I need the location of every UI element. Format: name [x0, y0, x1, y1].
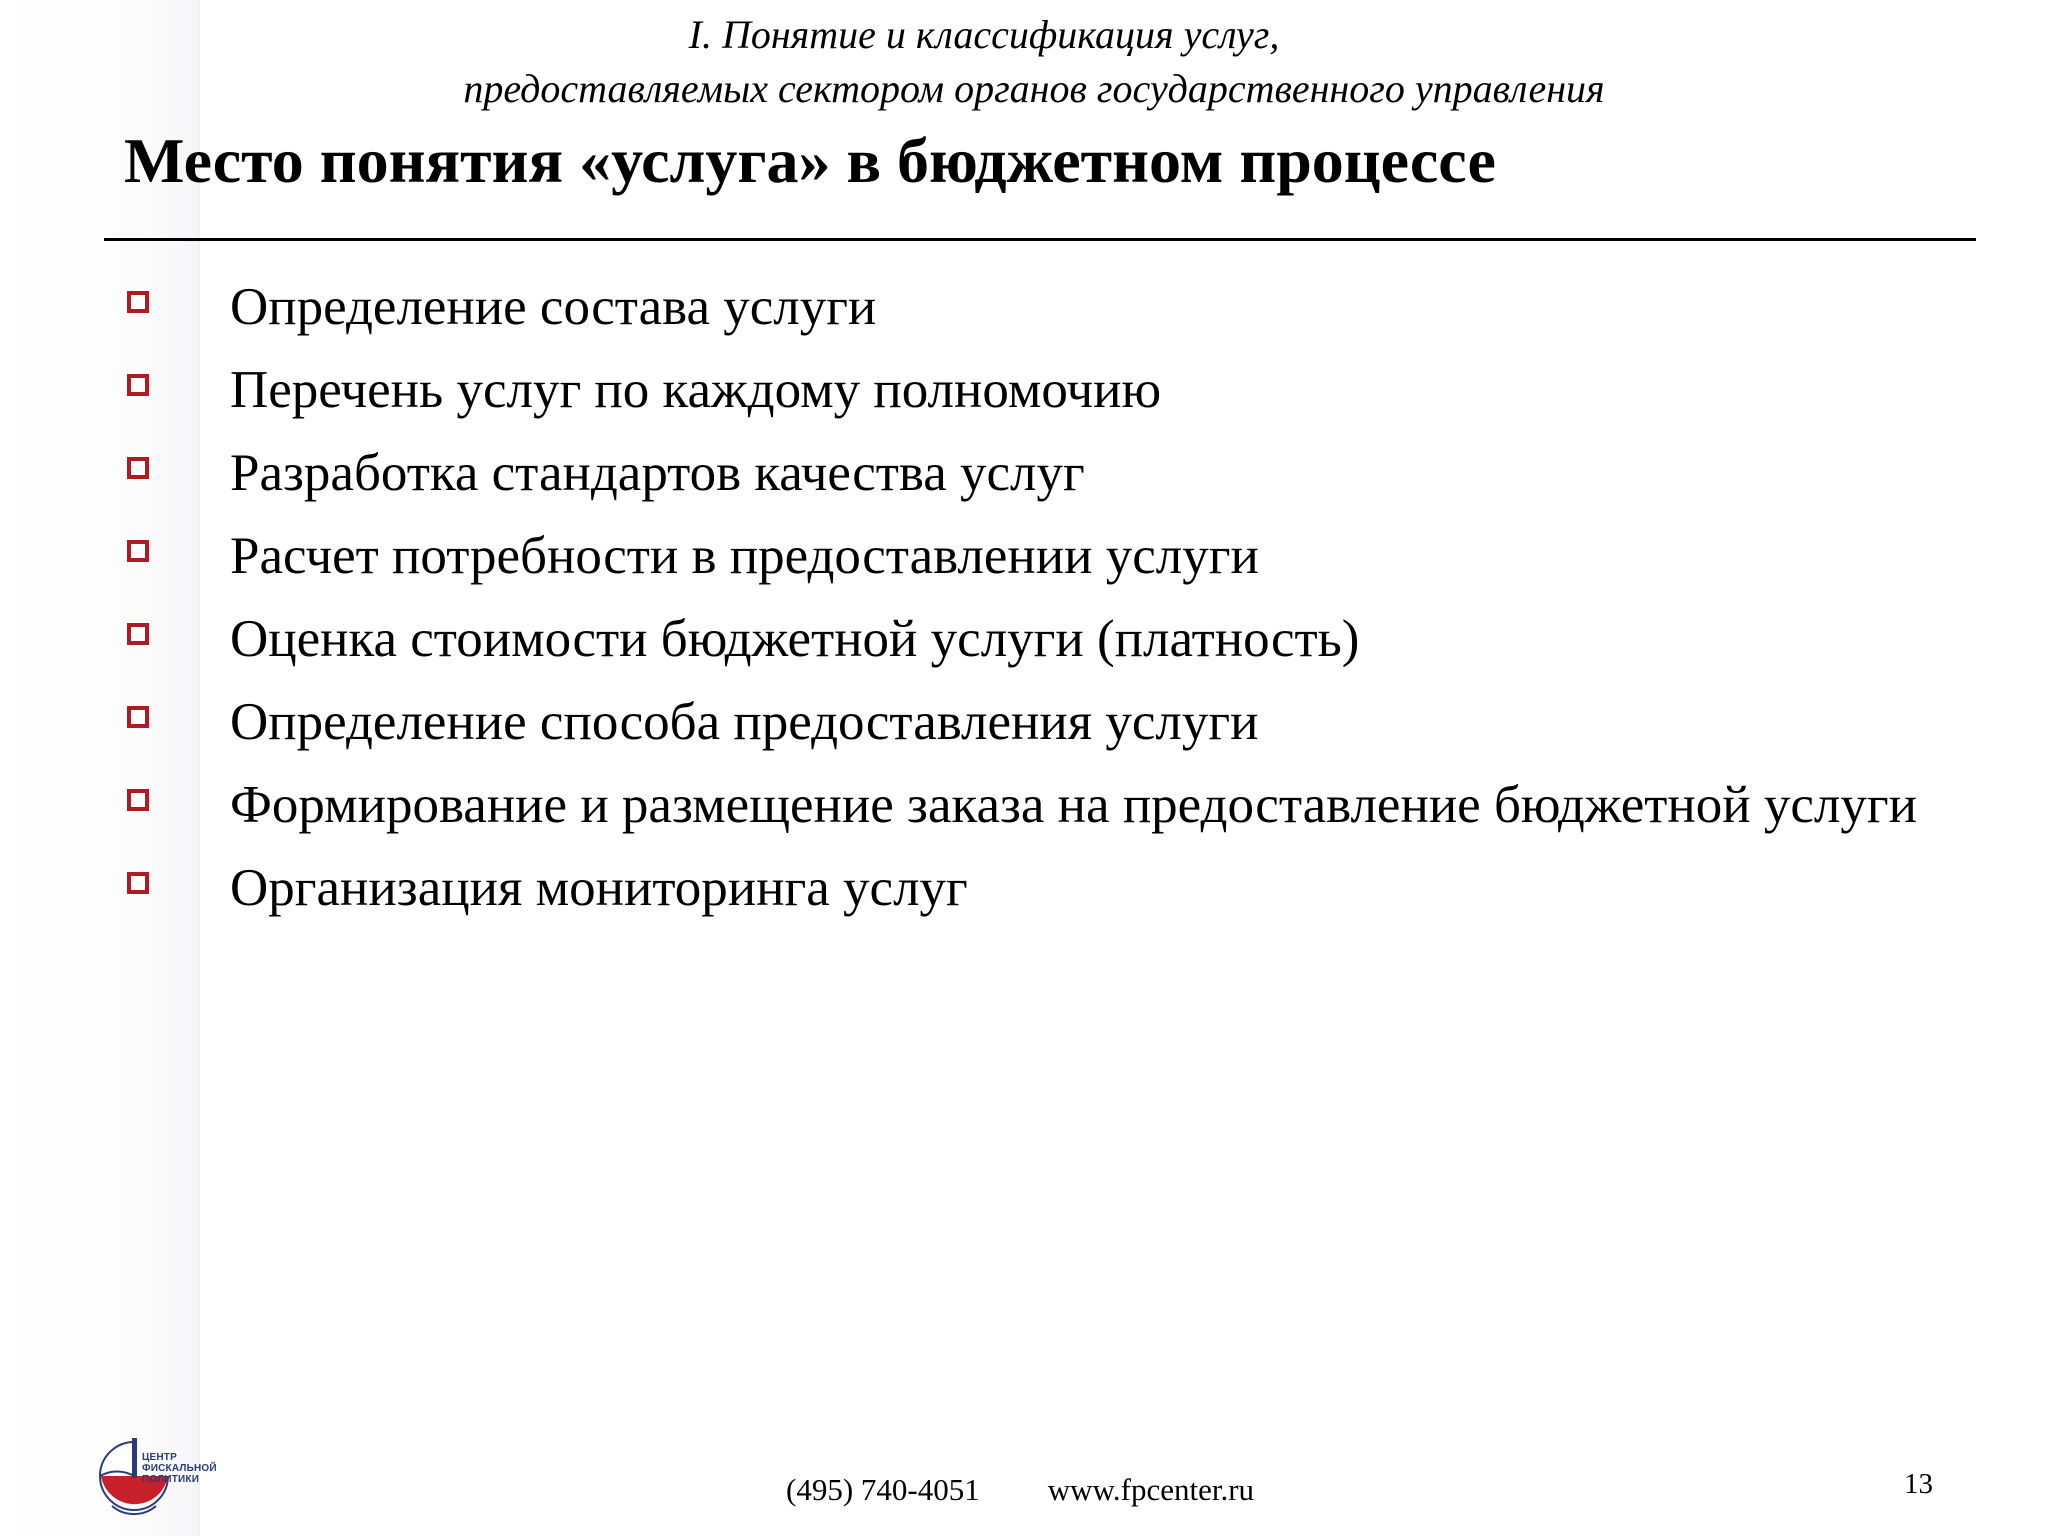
logo-text-line-2: ФИСКАЛЬНОЙ [142, 1463, 217, 1474]
title-divider [104, 238, 1976, 241]
square-bullet-icon [127, 623, 149, 645]
square-bullet-icon [127, 457, 149, 479]
square-bullet-icon [127, 789, 149, 811]
slide-title: Место понятия «услуга» в бюджетном процессе [124, 125, 1496, 196]
list-item [124, 770, 1964, 840]
logo-text-line-3: ПОЛИТИКИ [142, 1474, 200, 1485]
footer-phone: (495) 740-4051 [786, 1472, 980, 1507]
square-bullet-icon [127, 374, 149, 396]
subtitle-line-1: I. Понятие и классификация услуг, [688, 12, 1280, 57]
list-item [124, 687, 1964, 757]
logo-text-line-1: ЦЕНТР [142, 1452, 177, 1463]
square-bullet-icon [127, 540, 149, 562]
footer-contact [786, 1470, 1254, 1510]
list-item [124, 604, 1964, 674]
logo-text [142, 1452, 217, 1485]
section-subtitle [0, 8, 2048, 116]
list-item [124, 355, 1964, 425]
page-number: 13 [1904, 1468, 1933, 1500]
list-item-text: Разработка стандартов качества услуг [230, 444, 1085, 502]
square-bullet-icon [127, 291, 149, 313]
square-bullet-icon [127, 872, 149, 894]
bullet-list [124, 272, 1964, 936]
list-item-text: Перечень услуг по каждому полномочию [230, 361, 1162, 419]
list-item-text: Определение состава услуги [230, 278, 877, 336]
list-item [124, 438, 1964, 508]
list-item [124, 853, 1964, 923]
list-item-text: Определение способа предоставления услуги [230, 693, 1259, 751]
square-bullet-icon [127, 706, 149, 728]
list-item [124, 272, 1964, 342]
list-item-text: Формирование и размещение заказа на предоставление бюджетной услуги [230, 776, 1917, 834]
footer-website-link[interactable]: www.fpcenter.ru [1047, 1472, 1255, 1507]
list-item-text: Расчет потребности в предоставлении услуги [230, 527, 1259, 585]
list-item-text: Оценка стоимости бюджетной услуги (платность) [230, 610, 1360, 668]
subtitle-line-2: предоставляемых сектором органов государственного управления [463, 66, 1605, 111]
list-item [124, 521, 1964, 591]
list-item-text: Организация мониторинга услуг [230, 859, 968, 917]
